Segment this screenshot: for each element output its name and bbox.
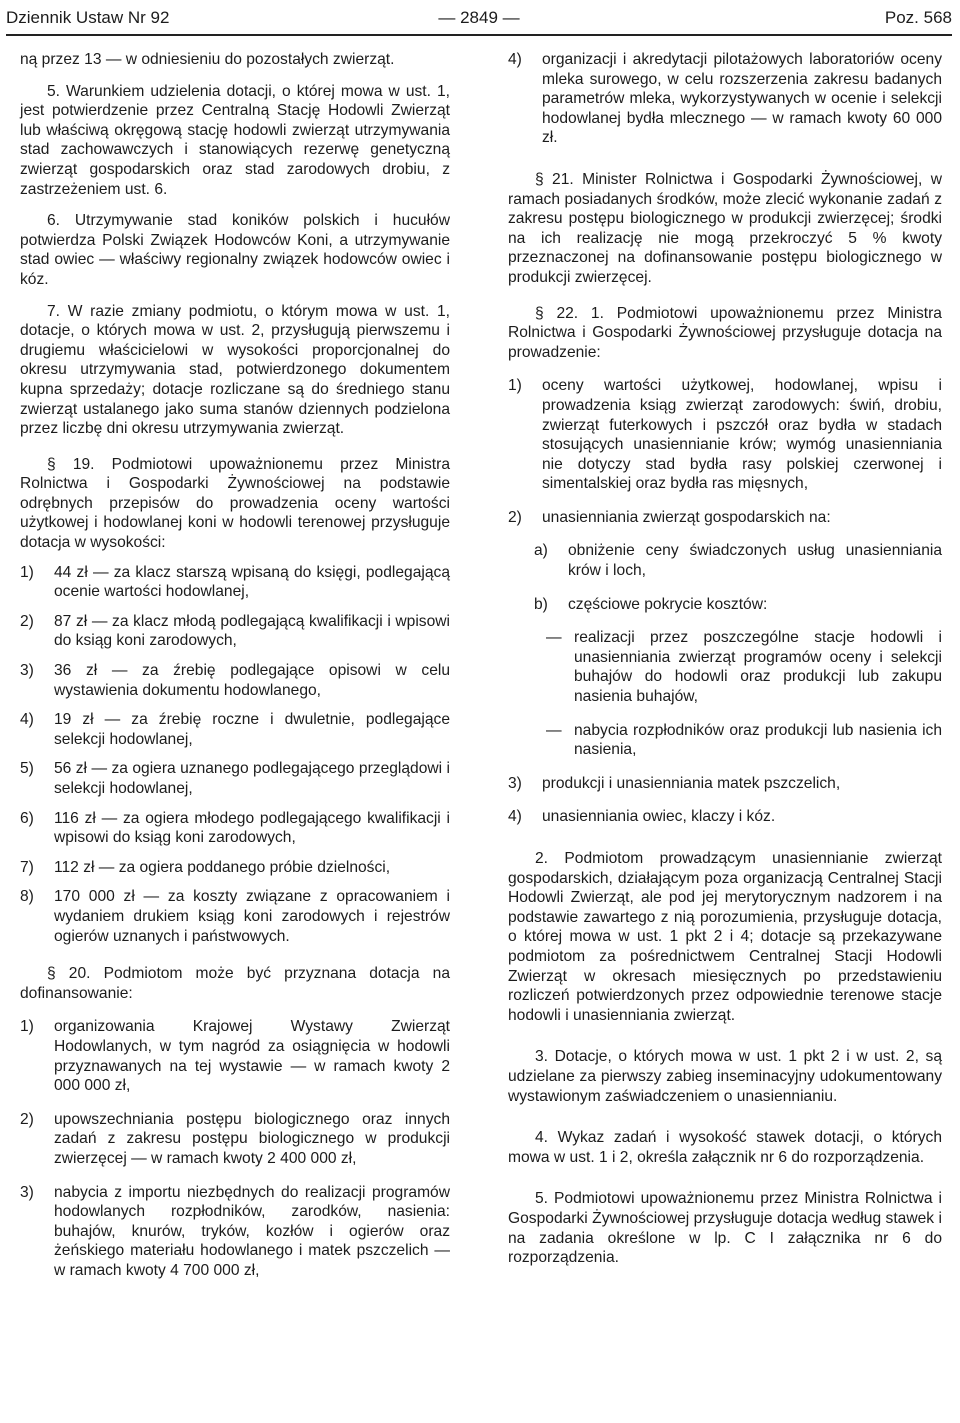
- right-column: [508, 50, 942, 1268]
- list-item: 2) unasienniania zwierząt gospodarskich na:: [508, 508, 831, 526]
- journal-title: Dziennik Ustaw Nr 92: [6, 8, 170, 27]
- list-item: 4) unasienniania owiec, klaczy i kóz.: [508, 808, 776, 826]
- section-21: § 21. Minister Rolnictwa i Gospodarki Żywnościowej, w ramach posiadanych środków, może zlecić wykonanie zadań z zakresu postępu biologicznego w produkcji zwierzęcej; środki na ich realizację nie mogą przekroczyć 5 % kwoty przeznaczonej na dofinansowanie postępu biologicznego w produkcji zwierzęcej.: [508, 170, 942, 286]
- list-item: a) obniżenie ceny świadczonych usług unasienniania krów i loch,: [534, 542, 942, 580]
- list-item: 3) 36 zł — za źrebię podlegające opisowi w celu wystawienia dokumentu hodowlanego,: [20, 662, 450, 699]
- list-item: 3) produkcji i unasienniania matek pszczelich,: [508, 774, 841, 792]
- position-number: Poz. 568: [884, 8, 952, 27]
- list-item: 5) 56 zł — za ogiera uznanego podlegającego przeglądowi i selekcji hodowlanej,: [20, 760, 450, 797]
- paragraph-22-5: 5. Podmiotowi upoważnionemu przez Ministra Rolnictwa i Gospodarki Żywnościowej przysługuje dotacja według stawek i na zadania określone w lp. C I załącznika nr 6 do rozporządzenia.: [508, 1190, 942, 1267]
- paragraph-6: 6. Utrzymywanie stad koników polskich i hucułów potwierdza Polski Związek Hodowców Koni, a utrzymywanie stad owiec — właściwy regionalny związek hodowców owiec i kóz.: [20, 212, 450, 288]
- list-item: 6) 116 zł — za ogiera młodego podlegającego kwalifikacji i wpisowi do ksiąg koni zarodowych,: [20, 809, 450, 847]
- page-header: [6, 4, 952, 36]
- list-item: 3) nabycia z importu niezbędnych do realizacji programów hodowlanych rozpłodników, zarodków, nasienia: buhajów, knurów, tryków, kozłów i ogierów oraz żeńskiego materiału hodowlanego i matek pszczelich — w ramach kwoty 4 700 000 zł,: [20, 1183, 450, 1279]
- list-item: 2) upowszechniania postępu biologicznego oraz innych zadań z zakresu postępu biologicznego w produkcji zwierzęcej — w ramach kwoty 2 400 000 zł,: [20, 1110, 450, 1167]
- paragraph-22-2: 2. Podmiotom prowadzącym unasiennianie zwierząt gospodarskich, działającym poza organizacją Centralnej Stacji Hodowli Zwierząt, ale pod jej merytorycznym nadzorem i na podstawie zawartego z nią porozumienia, przysługuje dotacja, o której mowa w ust. 1 pkt 2 i 4; dotacje są przekazywane podmiotom za pośrednictwem Centralnej Stacji Hodowli Zwierząt w okresach miesięcznych po przedstawieniu rozliczeń potwierdzonych przez odpowiednie terenowe stacje hodowli i unasienniania zwierząt.: [508, 850, 942, 1024]
- list-item: 4) organizacji i akredytacji pilotażowych laboratoriów oceny mleka surowego, w celu rozszerzenia zakresu badanych parametrów mleka, wykorzystywanych w ocenie i selekcji hodowlanej bydła mlecznego — w ramach kwoty 60 000 zł.: [508, 51, 942, 147]
- list-item: 2) 87 zł — za klacz młodą podlegającą kwalifikacji i wpisowi do ksiąg koni zarodowych,: [20, 612, 450, 650]
- list-item: 4) 19 zł — za źrebię roczne i dwuletnie, podlegające selekcji hodowlanej,: [20, 711, 450, 748]
- paragraph-7: 7. W razie zmiany podmiotu, o którym mowa w ust. 1, dotacje, o których mowa w ust. 2, przysługują pierwszemu i drugiemu właścicielowi w wysokości proporcjonalnej do okresu utrzymywania stad, potwierdzonego dokumentem kupna sprzedaży; dotacje rozliczane są do średniego stanu zwierząt ustalanego jako suma stanów dziennych podzielona przez liczbę dni okresu utrzymywania zwierząt.: [20, 302, 450, 438]
- paragraph-22-4: 4. Wykaz zadań i wysokość stawek dotacji, o których mowa w ust. 1 i 2, określa załącznik nr 6 do rozporządzenia.: [508, 1129, 942, 1166]
- list-item: — nabycia rozpłodników oraz produkcji lub nasienia ich nasienia,: [508, 721, 942, 760]
- page-number: — 2849 —: [438, 8, 520, 27]
- section-22-intro: § 22. 1. Podmiotowi upoważnionemu przez Ministra Rolnictwa i Gospodarki Żywnościowej przysługuje dotacja na prowadzenie:: [508, 304, 942, 361]
- paragraph-continued: ną przez 13 — w odniesieniu do pozostałych zwierząt.: [20, 51, 395, 68]
- list-item: — realizacji przez poszczególne stacje hodowli i unasienniania zwierząt programów oceny i selekcji buhajów do hodowli oraz produkcji lub zakupu nasienia buhajów,: [508, 628, 942, 706]
- list-item: b) częściowe pokrycie kosztów:: [534, 595, 768, 613]
- left-column: [20, 50, 450, 1280]
- paragraph-22-3: 3. Dotacje, o których mowa w ust. 1 pkt 2 i w ust. 2, są udzielane za pierwszy zabieg inseminacyjny udokumentowany wystawionym zaświadczeniem o unasiennianiu.: [508, 1048, 942, 1105]
- list-item: 1) organizowania Krajowej Wystawy Zwierząt Hodowlanych, w tym nagród za osiągnięcia w hodowli przyznawanych na tej wystawie — w ramach kwoty 2 000 000 zł,: [20, 1018, 450, 1095]
- section-20-intro: § 20. Podmiotom może być przyznana dotacja na dofinansowanie:: [20, 965, 450, 1002]
- list-item: 1) 44 zł — za klacz starszą wpisaną do księgi, podlegającą ocenie wartości hodowlanej,: [20, 563, 450, 601]
- list-item: 1) oceny wartości użytkowej, hodowlanej, wpisu i prowadzenia ksiąg zwierząt zarodowych: świń, drobiu, zwierząt futerkowych i pszczół oraz bydła w stadach stosujących unasiennianie krów; wymóg unasienniania nie dotyczy stad bydła rasy polskiej czerwonej i simentalskiej oraz bydła ras mięsnych,: [508, 377, 942, 493]
- section-19-intro: § 19. Podmiotowi upoważnionemu przez Ministra Rolnictwa i Gospodarki Żywnościowej na podstawie odrębnych przepisów do prowadzenia oceny wartości użytkowej i hodowlanej koni w hodowli terenowej przysługuje dotacja w wysokości:: [20, 455, 450, 552]
- paragraph-5: 5. Warunkiem udzielenia dotacji, o której mowa w ust. 1, jest potwierdzenie przez Centralną Stację Hodowli Zwierząt lub właściwą okręgową stację hodowli zwierząt utrzymywania stad zachowawczych i stanowiących rezerwę genetyczną zwierząt gospodarskich oraz stad zarodowych drobiu, z zastrzeżeniem ust. 6.: [20, 82, 450, 198]
- list-item: 7) 112 zł — za ogiera poddanego próbie dzielności,: [20, 858, 391, 876]
- list-item: 8) 170 000 zł — za koszty związane z opracowaniem i wydaniem drukiem ksiąg koni zarodowych i rejestrów ogierów uznanych i państwowych.: [20, 888, 450, 945]
